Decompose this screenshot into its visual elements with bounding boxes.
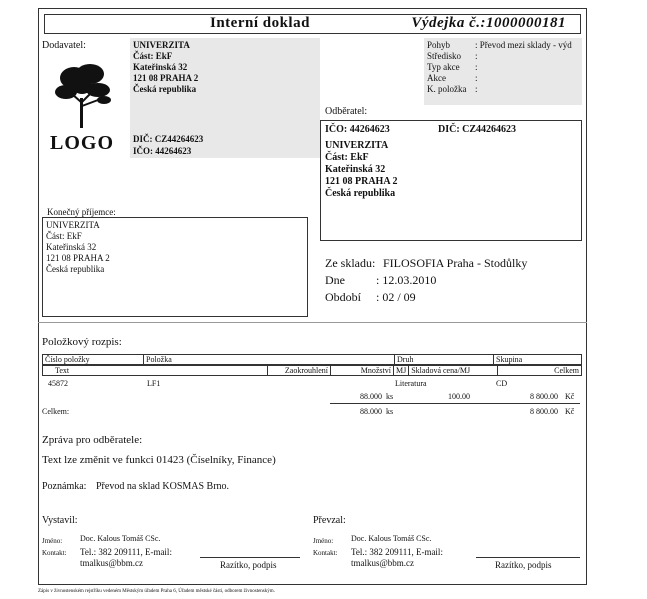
item-group: CD (496, 379, 508, 388)
col-kind: Druh (395, 355, 494, 365)
col-item-name: Položka (144, 355, 395, 365)
col-item-code: Číslo položky (43, 355, 144, 365)
sum-line (330, 403, 580, 404)
supplier-line: Česká republika (133, 84, 197, 94)
issued-name-label: Jméno: (42, 537, 63, 545)
action-type-value: : (475, 62, 478, 72)
date-value: : 12.03.2010 (376, 273, 437, 287)
supplier-line: 121 08 PRAHA 2 (133, 73, 199, 83)
item-currency: Kč (565, 392, 575, 401)
date-label: Dne (325, 273, 345, 287)
supplier-dic: DIČ: CZ44264623 (133, 134, 204, 144)
movement-label: Pohyb (427, 40, 451, 50)
issued-contact (80, 547, 172, 569)
items-header-row2 (42, 365, 582, 376)
item-ref-value: : (475, 84, 478, 94)
final-recipient-label: Konečný příjemce: (47, 207, 116, 217)
action-label: Akce (427, 73, 446, 83)
col-quantity: Množství (331, 366, 394, 376)
logo-text: LOGO (50, 132, 115, 154)
customer-line: 121 08 PRAHA 2 (325, 176, 398, 187)
cost-center-label: Středisko (427, 51, 462, 61)
period-value: : 02 / 09 (376, 290, 416, 304)
items-title: Položkový rozpis: (42, 336, 122, 348)
received-contact-line: Tel.: 382 209111, E-mail: (351, 547, 443, 557)
issued-stamp-label: Razítko, podpis (220, 560, 277, 570)
customer-line: Česká republika (325, 188, 396, 199)
movement-info (427, 40, 582, 95)
col-unit-price: Skladová cena/MJ (409, 366, 498, 376)
supplier-label: Dodavatel: (42, 40, 86, 51)
action-type-label: Typ akce (427, 62, 460, 72)
col-text: Text (43, 366, 268, 376)
section-divider (38, 322, 587, 323)
supplier-ico: IČO: 44264623 (133, 146, 192, 156)
item-quantity: 88.000 (360, 392, 382, 401)
customer-ico: IČO: 44264623 (325, 124, 390, 135)
footer-note: Zápis v živnostenském rejstříku vedeném Městským úřadem Praha 6, Úřadem městské části, odborem živnostenským. (38, 589, 275, 594)
sum-label: Celkem: (42, 407, 70, 416)
recipient-line: UNIVERZITA (46, 220, 100, 230)
sum-total: 8 800.00 (530, 407, 558, 416)
item-code: 45872 (48, 379, 68, 388)
customer-address (325, 140, 398, 200)
customer-dic: DIČ: CZ44264623 (438, 124, 517, 135)
recipient-line: Část: EkF (46, 231, 82, 241)
recipient-line: Česká republika (46, 264, 105, 274)
item-price: 100.00 (448, 392, 470, 401)
received-contact (351, 547, 443, 569)
item-ref-label: K. položka (427, 84, 467, 94)
final-recipient-address (46, 220, 110, 275)
tree-logo-icon (52, 58, 112, 130)
from-warehouse-label: Ze skladu: (325, 256, 376, 270)
sum-unit: ks (386, 407, 394, 416)
supplier-address (133, 40, 198, 95)
item-total: 8 800.00 (530, 392, 558, 401)
document-title: Interní doklad (210, 15, 310, 31)
received-contact-label: Kontakt: (313, 549, 338, 557)
customer-line: Kateřinská 32 (325, 164, 386, 175)
issued-contact-email: tmalkus@bbm.cz (80, 558, 144, 568)
col-rounding: Zaokrouhlení (268, 366, 331, 376)
action-value: : (475, 73, 478, 83)
customer-line: Část: EkF (325, 152, 369, 163)
supplier-line: Kateřinská 32 (133, 62, 188, 72)
note-label: Poznámka: (42, 481, 87, 492)
cost-center-value: : (475, 51, 478, 61)
customer-line: UNIVERZITA (325, 140, 389, 151)
received-contact-email: tmalkus@bbm.cz (351, 558, 415, 568)
received-by-label: Převzal: (313, 515, 346, 526)
recipient-line: Kateřinská 32 (46, 242, 97, 252)
from-warehouse-value: FILOSOFIA Praha - Stodůlky (383, 256, 528, 270)
issued-contact-label: Kontakt: (42, 549, 67, 557)
message-label: Zpráva pro odběratele: (42, 434, 143, 446)
sum-quantity: 88.000 (360, 407, 382, 416)
customer-label: Odběratel: (325, 106, 368, 117)
received-name-value: Doc. Kalous Tomáš CSc. (351, 534, 432, 543)
item-kind: Literatura (395, 379, 427, 388)
received-signature-line (476, 557, 580, 558)
col-group: Skupina (494, 355, 582, 365)
issued-contact-line: Tel.: 382 209111, E-mail: (80, 547, 172, 557)
issued-signature-line (200, 557, 300, 558)
items-header-row1 (42, 354, 582, 365)
col-unit: MJ (394, 366, 409, 376)
item-unit: ks (386, 392, 394, 401)
issued-by-label: Vystavil: (42, 515, 78, 526)
sum-currency: Kč (565, 407, 575, 416)
received-name-label: Jméno: (313, 537, 334, 545)
recipient-line: 121 08 PRAHA 2 (46, 253, 110, 263)
document-type-number: Výdejka č.:1000000181 (411, 15, 566, 31)
movement-value: : Převod mezi sklady - výd (475, 40, 572, 50)
message-text: Text lze změnit ve funkci 01423 (Číselníky, Finance) (42, 454, 276, 466)
note-text: Převod na sklad KOSMAS Brno. (96, 481, 230, 492)
col-total: Celkem (498, 366, 582, 376)
supplier-line: Část: EkF (133, 51, 173, 61)
issued-name-value: Doc. Kalous Tomáš CSc. (80, 534, 161, 543)
item-name: LF1 (147, 379, 161, 388)
title-bar (44, 14, 581, 34)
period-label: Období (325, 290, 361, 304)
supplier-line: UNIVERZITA (133, 40, 190, 50)
received-stamp-label: Razítko, podpis (495, 560, 552, 570)
